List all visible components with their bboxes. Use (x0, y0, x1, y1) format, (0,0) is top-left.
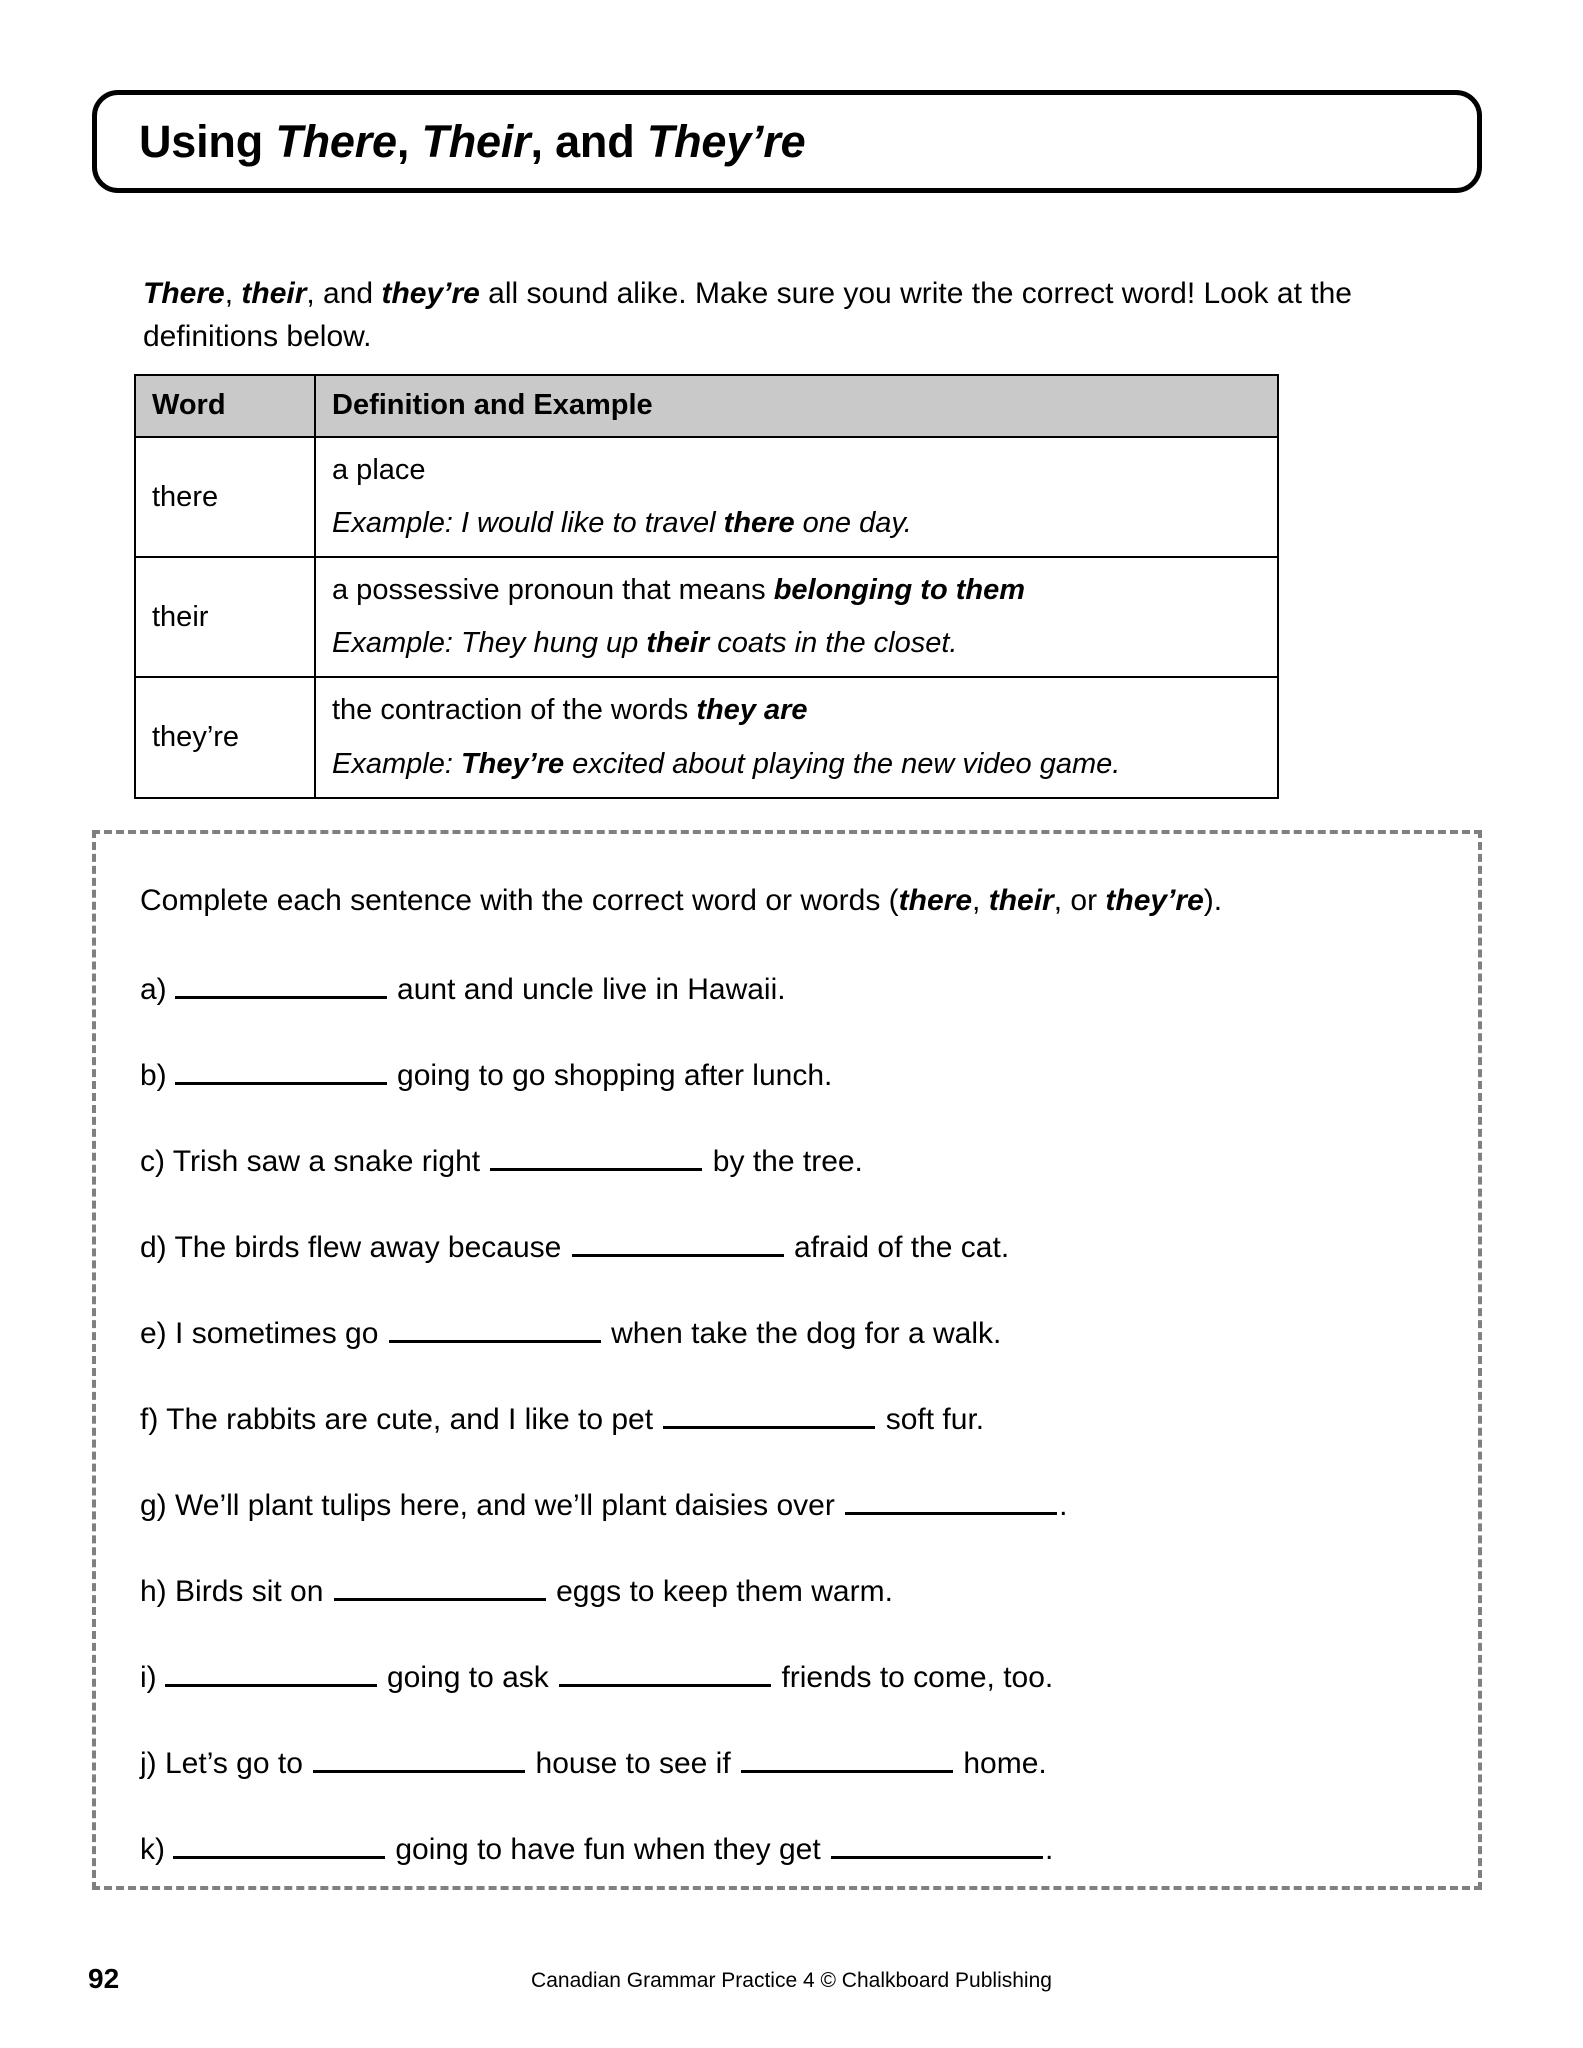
item-seg-2: by the tree. (704, 1145, 863, 1178)
definition-keyword: belonging to them (773, 574, 1026, 607)
instruction-comma-1: , (972, 884, 989, 917)
item-seg-2: when take the dog for a walk. (602, 1317, 1002, 1350)
example-keyword: their (646, 627, 710, 660)
item-label: h) (140, 1575, 167, 1608)
instruction-comma-2: , or (1053, 884, 1106, 917)
example-suffix: coats in the closet. (709, 627, 958, 660)
question-item-g (140, 1486, 1440, 1525)
item-seg-1: Trish saw a snake right (165, 1145, 489, 1178)
title-sep-2: , and (530, 115, 647, 167)
answer-blank[interactable] (173, 1830, 385, 1859)
definition-text (332, 692, 1277, 729)
intro-word-their: their (241, 277, 307, 310)
header-word: Word (135, 375, 315, 437)
example-prefix: Example: (332, 747, 461, 780)
intro-word-theyre: they’re (381, 277, 480, 310)
exercise-content (140, 880, 1440, 1869)
item-seg-2: going to go shopping after lunch. (388, 1059, 833, 1092)
intro-comma-2: , and (306, 277, 382, 310)
answer-blank[interactable] (313, 1744, 525, 1773)
item-label: a) (140, 973, 167, 1006)
definition-text (332, 452, 1277, 489)
definition-keyword: they are (696, 694, 808, 727)
definition-text (332, 572, 1277, 609)
answer-blank[interactable] (572, 1228, 784, 1257)
question-item-j (140, 1744, 1440, 1783)
answer-blank[interactable] (175, 970, 387, 999)
question-item-i (140, 1658, 1440, 1697)
answer-blank[interactable] (165, 1658, 377, 1687)
example-suffix: excited about playing the new video game. (564, 747, 1121, 780)
answer-blank[interactable] (663, 1400, 875, 1429)
instruction-part-2: ). (1203, 884, 1223, 917)
question-item-d (140, 1228, 1440, 1267)
table-header-row (135, 375, 1278, 437)
item-seg-3: friends to come, too. (773, 1661, 1054, 1694)
answer-blank-second[interactable] (741, 1744, 953, 1773)
item-seg-2: afraid of the cat. (785, 1231, 1010, 1264)
item-seg-3: home. (955, 1747, 1047, 1780)
page-number: 92 (88, 1963, 120, 1994)
item-seg-1: I sometimes go (166, 1317, 387, 1350)
instruction-word-their: their (988, 884, 1054, 917)
header-definition: Definition and Example (315, 375, 1278, 437)
table-row (135, 677, 1278, 797)
item-seg-2: eggs to keep them warm. (547, 1575, 893, 1608)
item-label: e) (140, 1317, 167, 1350)
example-suffix: one day. (794, 507, 912, 540)
item-seg-2: house to see if (527, 1747, 740, 1780)
exercise-instruction (140, 880, 1440, 922)
intro-rest: all sound alike. Make sure you write the correct word! Look at the definitions below. (143, 277, 1352, 353)
item-seg-2: aunt and uncle live in Hawaii. (388, 973, 786, 1006)
item-seg-1: We’ll plant tulips here, and we’ll plant daisies over (166, 1489, 844, 1522)
example-text (332, 746, 1277, 783)
question-item-e (140, 1314, 1440, 1353)
title-word-their: Their (421, 115, 531, 167)
row-definition-theyre (315, 677, 1278, 797)
item-seg-1: The birds flew away because (166, 1231, 570, 1264)
item-label: j) (140, 1747, 157, 1780)
question-item-k (140, 1830, 1440, 1869)
title-word-theyre: They’re (646, 115, 806, 167)
question-item-c (140, 1142, 1440, 1181)
example-text (332, 505, 1277, 542)
question-item-a (140, 970, 1440, 1009)
question-item-f (140, 1400, 1440, 1439)
answer-blank-second[interactable] (559, 1658, 771, 1687)
definition-plain: a possessive pronoun that means (332, 574, 774, 607)
answer-blank[interactable] (389, 1314, 601, 1343)
answer-blank[interactable] (334, 1572, 546, 1601)
row-definition-their (315, 557, 1278, 677)
definition-plain: the contraction of the words (332, 694, 697, 727)
row-word-their: their (135, 557, 315, 677)
row-word-theyre: they’re (135, 677, 315, 797)
item-seg-3: . (1045, 1833, 1054, 1866)
answer-blank[interactable] (490, 1142, 702, 1171)
item-seg-2: . (1059, 1489, 1068, 1522)
answer-blank[interactable] (175, 1056, 387, 1085)
item-label: c) (140, 1145, 165, 1178)
footer-credit: Canadian Grammar Practice 4 © Chalkboard Publishing (531, 1969, 1052, 1992)
intro-comma-1: , (224, 277, 242, 310)
question-item-b (140, 1056, 1440, 1095)
item-seg-2: going to ask (378, 1661, 558, 1694)
item-seg-2: soft fur. (877, 1403, 985, 1436)
instruction-word-there: there (898, 884, 973, 917)
answer-blank[interactable] (845, 1486, 1057, 1515)
intro-word-there: There (143, 277, 225, 310)
row-word-there: there (135, 437, 315, 557)
example-keyword: They’re (460, 747, 565, 780)
title-sep-1: , (396, 115, 422, 167)
example-text (332, 625, 1277, 662)
intro-paragraph (143, 273, 1443, 358)
example-prefix: Example: They hung up (332, 627, 647, 660)
title-word-there: There (275, 115, 397, 167)
item-label: g) (140, 1489, 167, 1522)
title-prefix: Using (139, 115, 276, 167)
definition-table (134, 374, 1279, 799)
example-keyword: there (723, 507, 795, 540)
item-label: b) (140, 1059, 167, 1092)
table-row (135, 437, 1278, 557)
answer-blank-second[interactable] (831, 1830, 1043, 1859)
instruction-part-1: Complete each sentence with the correct word or words ( (140, 884, 899, 917)
row-definition-there (315, 437, 1278, 557)
table-row (135, 557, 1278, 677)
item-seg-1: Birds sit on (166, 1575, 332, 1608)
item-label: k) (140, 1833, 165, 1866)
page-title (97, 116, 805, 168)
item-seg-2: going to have fun when they get (387, 1833, 829, 1866)
question-item-h (140, 1572, 1440, 1611)
item-label: f) (140, 1403, 159, 1436)
item-seg-1: The rabbits are cute, and I like to pet (158, 1403, 662, 1436)
title-box (92, 90, 1482, 193)
instruction-word-theyre: they’re (1105, 884, 1204, 917)
item-seg-1: Let’s go to (156, 1747, 312, 1780)
item-label: d) (140, 1231, 167, 1264)
example-prefix: Example: I would like to travel (332, 507, 724, 540)
item-label: i) (140, 1661, 157, 1694)
definition-plain: a place (332, 454, 426, 486)
